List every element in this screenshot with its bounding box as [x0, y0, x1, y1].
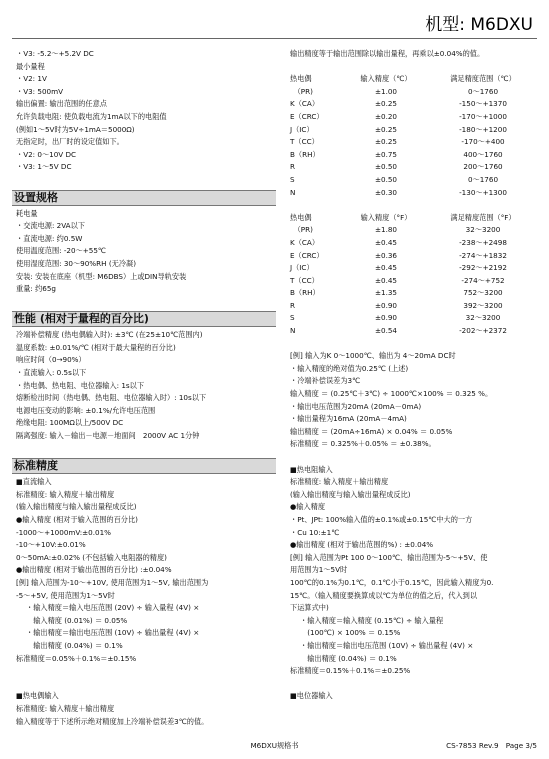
text-line: 100℃的0.1%为0.1℃，0.1℃小于0.15℃，因此输入精度为0.: [290, 577, 494, 587]
text-line: -1000～+1000mV:±0.01%: [16, 527, 111, 537]
text-line: (例如1～5V时为5V÷1mA＝5000Ω): [16, 124, 135, 134]
right-column: [290, 48, 540, 703]
table-cell: E（CRC）: [290, 250, 324, 260]
text-line: ・交流电源: 2VA以下: [16, 221, 85, 231]
text-line: ・V2: 0～10V DC: [16, 149, 77, 159]
table-header: 满足精度范围（°F）: [450, 212, 516, 222]
section-heading-accuracy: 标准精度: [12, 458, 276, 474]
table-header: 热电偶: [290, 74, 312, 84]
text-line: 最小量程: [16, 61, 45, 71]
table-row: [290, 111, 540, 124]
text-line: 输出精度 (0.04%) ＝ 0.1%: [26, 640, 123, 650]
table-row: [290, 161, 540, 174]
table-row: [290, 124, 540, 137]
text-line: 隔离强度: 输入－输出－电源－地面间 2000V AC 1分钟: [16, 431, 200, 441]
text-line: ・Cu 10:±1℃: [290, 527, 340, 537]
table-cell: T（CC）: [290, 137, 319, 147]
text-line: ・输入精度＝输入精度 (0.15℃) ÷ 输入量程: [300, 615, 444, 625]
table-cell: N: [290, 187, 296, 197]
table-cell: 400～1760: [463, 149, 503, 159]
table-cell: ±0.30: [374, 187, 398, 197]
text-line: ・输入精度＝输入电压范围 (20V) ÷ 输入量程 (4V) ×: [26, 603, 200, 613]
spacer: [290, 199, 540, 212]
text-line: (输入输出精度与输入输出量程成反比): [290, 489, 411, 499]
table-cell: S: [290, 313, 295, 323]
text-line: 0～50mA:±0.02% (不包括输入电阻器的精度): [16, 552, 167, 562]
text-line: ・V2: 1V: [16, 74, 47, 84]
table-cell: R: [290, 162, 295, 172]
table-cell: ±0.54: [374, 326, 398, 336]
text-line: 熔断检出时间（热电偶、热电阻、电位器输入时）: 10s以下: [16, 393, 207, 403]
table-cell: -170～+400: [461, 137, 505, 147]
text-line: ●输入精度 (相对于输入范围的百分比): [16, 515, 138, 524]
table-cell: -170～+1000: [459, 111, 507, 121]
table-cell: -274～+1832: [459, 250, 507, 260]
spacer: [16, 678, 274, 691]
table-cell: -130～+1300: [459, 187, 507, 197]
text-line: ・直流输入: 0.5s以下: [16, 368, 87, 378]
table-cell: 32～3200: [465, 313, 501, 323]
table-row: [290, 325, 540, 338]
text-line: 耗电量: [16, 208, 38, 218]
table-row: [290, 224, 540, 237]
spacer: [16, 296, 274, 309]
table-cell: -274～+752: [461, 275, 505, 285]
table-row: [290, 136, 540, 149]
text-line: ■电位器输入: [290, 691, 333, 701]
table-cell: K（CA）: [290, 99, 320, 109]
table-cell: ±1.00: [374, 86, 398, 96]
table-cell: ±0.90: [374, 313, 398, 323]
header-divider: [12, 38, 537, 39]
text-line: -5～+5V, 使用范围为1～5V时: [16, 590, 115, 600]
table-cell: ±0.90: [374, 300, 398, 310]
text-line: -10～+10V:±0.01%: [16, 540, 86, 550]
text-line: 15℃。（输入精度要换算成以℃为单位的值之后，代入到以: [290, 590, 478, 600]
text-line: 输出精度 (0.04%) ＝ 0.1%: [300, 653, 397, 663]
table-cell: R: [290, 300, 295, 310]
text-line: 允许负载电阻: 使负载电流为1mA以下的电阻值: [16, 111, 167, 121]
table-cell: （PR): [290, 86, 313, 96]
text-line: 标准精度＝0.05%＋0.1%＝±0.15%: [16, 653, 137, 663]
text-line: (输入输出精度与输入输出量程成反比): [16, 502, 137, 512]
text-line: ・V3: 1～5V DC: [16, 162, 72, 172]
table-cell: -150～+1370: [459, 99, 507, 109]
document-title: 机型: M6DXU: [425, 15, 533, 35]
table-header-row: [290, 212, 540, 225]
table-row: [290, 98, 540, 111]
text-line: 使用温度范围: -20～+55℃: [16, 246, 106, 256]
text-line: ・输出电压范围为20mA (20mA－0mA): [290, 401, 422, 411]
table-cell: J（IC）: [290, 124, 314, 134]
table-cell: N: [290, 326, 296, 336]
text-line: 无指定时，出厂时的设定值如下。: [16, 137, 124, 147]
table-cell: E（CRC）: [290, 111, 324, 121]
table-cell: 0～1760: [467, 174, 499, 184]
text-line: 用范围为1～5V时: [290, 565, 348, 575]
table-cell: ±0.50: [374, 162, 398, 172]
table-cell: ±0.25: [374, 137, 398, 147]
table-row: [290, 250, 540, 263]
table-header-row: [290, 73, 540, 86]
text-line: 输入精度 (0.01%) ＝ 0.05%: [26, 615, 128, 625]
table-cell: T（CC）: [290, 275, 319, 285]
table-header: 输入精度（°F）: [360, 212, 412, 222]
text-line: 输出精度 ＝ (20mA÷16mA) × 0.04% ＝ 0.05%: [290, 426, 453, 436]
left-column: [16, 48, 274, 728]
text-line: [例] 输入范围为Pt 100 0～100℃、输出范围为-5～+5V、使: [290, 552, 488, 562]
text-line: 电源电压变动的影响: ±0.1%/允许电压范围: [16, 405, 156, 415]
table-cell: B（RH）: [290, 288, 320, 298]
text-line: 输出偏置: 输出范围的任意点: [16, 99, 107, 109]
table-row: [290, 300, 540, 313]
text-line: 使用湿度范围: 30～90%RH (无冷凝): [16, 258, 136, 268]
spacer: [16, 665, 274, 678]
text-line: ■直流输入: [16, 477, 52, 487]
table-cell: ±1.35: [374, 288, 398, 298]
text-line: [例] 输入为K 0～1000℃、输出为 4～20mA DC时: [290, 351, 456, 361]
text-line: 下运算式中): [290, 603, 329, 613]
text-line: 标准精度: 输入精度＋输出精度: [16, 703, 115, 713]
text-line: 输入精度等于下述所示绝对精度加上冷端补偿误差3℃的值。: [16, 716, 209, 726]
text-line: ■热电偶输入: [16, 691, 59, 701]
text-line: ・直流电源: 约0.5W: [16, 233, 83, 243]
text-line: ・热电偶、热电阻、电位器输入: 1s以下: [16, 380, 145, 390]
table-cell: -202～+2372: [459, 326, 507, 336]
spacer: [290, 678, 540, 691]
table-cell: 752～3200: [463, 288, 503, 298]
thermocouple-table-celsius: [290, 73, 540, 199]
text-line: ・冷端补偿误差为3℃: [290, 376, 361, 386]
text-line: ●输入精度: [290, 502, 326, 512]
table-header: 热电偶: [290, 212, 312, 222]
table-cell: 392～3200: [463, 300, 503, 310]
table-cell: K（CA）: [290, 237, 320, 247]
text-line: 响应时间（0→90%）: [16, 355, 86, 365]
text-line: 标准精度 ＝ 0.325%＋0.05% ＝ ±0.38%。: [290, 439, 436, 449]
section-heading-install: 设置规格: [12, 190, 276, 206]
table-cell: ±0.45: [374, 263, 398, 273]
table-cell: ±0.45: [374, 237, 398, 247]
table-row: [290, 312, 540, 325]
text-line: ・输出量程为16mA (20mA－4mA): [290, 414, 407, 424]
table-cell: -292～+2192: [459, 263, 507, 273]
table-cell: J（IC）: [290, 263, 314, 273]
text-line: 安装: 安装在底座（机型: M6DBS）上或DIN导轨安装: [16, 271, 187, 281]
table-header: 满足精度范围（℃）: [450, 74, 516, 84]
text-line: ・输出精度＝输出电压范围 (10V) ÷ 输出量程 (4V) ×: [26, 628, 200, 638]
table-cell: ±0.50: [374, 174, 398, 184]
table-cell: S: [290, 174, 295, 184]
table-cell: -180～+1200: [459, 124, 507, 134]
table-cell: （PR): [290, 225, 313, 235]
thermocouple-table-fahrenheit: [290, 212, 540, 338]
text-line: 冷端补偿精度 (热电偶输入时): ±3℃ (在25±10℃范围内): [16, 330, 203, 340]
text-line: 标准精度: 输入精度＋输出精度: [16, 489, 115, 499]
footer-page-info: CS-7853 Rev.9 Page 3/5: [446, 741, 537, 750]
text-line: ・V3: 500mV: [16, 86, 64, 96]
table-cell: 32～3200: [465, 225, 501, 235]
table-cell: ±0.25: [374, 124, 398, 134]
spacer: [16, 443, 274, 456]
text-line: 标准精度: 输入精度＋输出精度: [290, 477, 389, 487]
text-line: [例] 输入范围为-10～+10V, 使用范围为1～5V, 输出范围为: [16, 577, 209, 587]
page-footer: [0, 740, 549, 752]
table-row: [290, 237, 540, 250]
table-cell: -238～+2498: [459, 237, 507, 247]
text-line: ■热电阻输入: [290, 464, 333, 474]
text-line: 绝缘电阻: 100MΩ以上/500V DC: [16, 418, 124, 428]
spacer: [16, 174, 274, 187]
spacer: [290, 451, 540, 464]
table-cell: 0～1760: [467, 86, 499, 96]
table-row: [290, 86, 540, 99]
table-cell: ±1.80: [374, 225, 398, 235]
text-line: (100℃) × 100% ＝ 0.15%: [300, 628, 401, 638]
text-line: 输出精度等于输出范围除以输出量程，再乘以±0.04%的值。: [290, 49, 485, 58]
text-line: ●输出精度 (相对于输出范围的%) : ±0.04%: [290, 540, 434, 550]
table-cell: B（RH）: [290, 149, 320, 159]
text-line: 重量: 约65g: [16, 284, 56, 294]
table-cell: ±0.75: [374, 149, 398, 159]
table-cell: 200～1760: [463, 162, 503, 172]
table-cell: ±0.25: [374, 99, 398, 109]
text-line: ・输入精度的绝对值为0.25℃ (上述): [290, 363, 409, 373]
text-line: 温度系数: ±0.01%/℃ (相对于最大量程的百分比): [16, 342, 176, 352]
text-line: 输入精度 ＝ (0.25℃＋3℃) ÷ 1000℃×100% ＝ 0.325 %。: [290, 389, 493, 399]
table-row: [290, 262, 540, 275]
footer-document-name: M6DXU规格书: [250, 741, 299, 750]
table-header: 输入精度（℃）: [360, 74, 412, 84]
table-cell: ±0.45: [374, 275, 398, 285]
table-row: [290, 275, 540, 288]
table-cell: ±0.36: [374, 250, 398, 260]
table-row: [290, 187, 540, 200]
spacer: [290, 61, 540, 74]
text-line: ・Pt、JPt: 100%输入值的±0.1%或±0.15℃中大的一方: [290, 514, 473, 524]
text-line: 标准精度＝0.15%＋0.1%＝±0.25%: [290, 666, 411, 676]
table-cell: ±0.20: [374, 111, 398, 121]
spacer: [290, 338, 540, 351]
section-heading-performance: 性能 (相对于量程的百分比): [12, 311, 276, 327]
table-row: [290, 174, 540, 187]
text-line: ・输出精度＝输出电压范围 (10V) ÷ 输出量程 (4V) ×: [300, 640, 474, 650]
text-line: ●输出精度 (相对于输出范围的百分比) :±0.04%: [16, 565, 172, 575]
table-row: [290, 287, 540, 300]
table-row: [290, 149, 540, 162]
text-line: ・V3: -5.2～+5.2V DC: [16, 49, 94, 58]
